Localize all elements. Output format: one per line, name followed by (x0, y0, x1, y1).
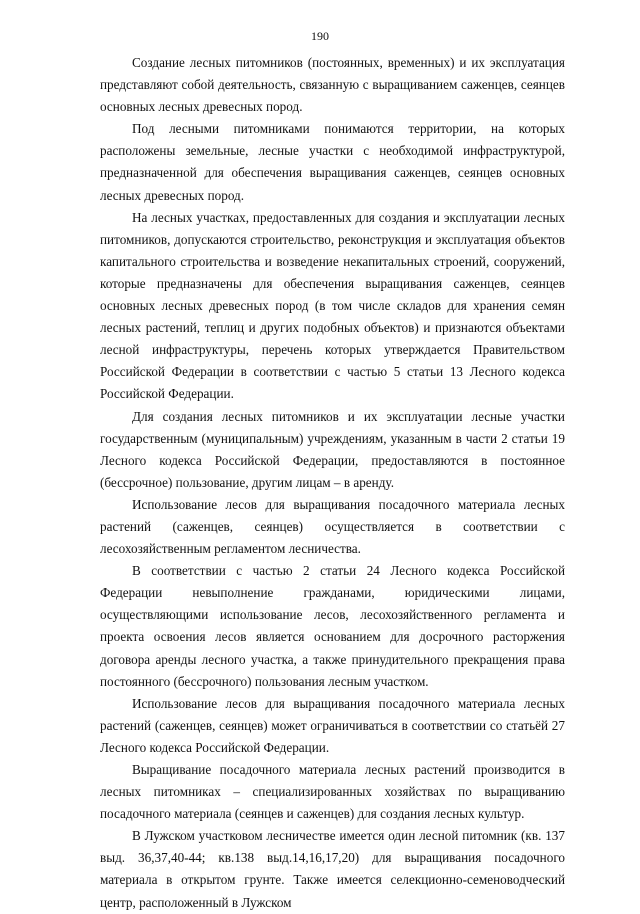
page-number: 190 (311, 29, 329, 43)
paragraph-nursery-creation: Создание лесных питомников (постоянных, временных) и их эксплуатация представляют собой деятельность, связанную с выращиванием саженцев, сеянцев основных лесных древесных пород. (100, 55, 565, 115)
paragraph-nursery-construction: На лесных участках, предоставленных для создания и эксплуатации лесных питомников, допускаются строительство, реконструкция и эксплуатация объектов капитального строительства и возведение некапитальных строений, сооружений, которые предназначены для обеспечения выращивания саженцев, сеянцев основных лесных древесных пород (в том числе складов для хранения семян лесных растений, теплиц и других подобных объектов) и признаются объектами лесной инфраструктуры, перечень которых утверждается Правительством Российской Федерации в соответствии с частью 5 статьи 13 Лесного кодекса Российской Федерации. (100, 209, 565, 402)
paragraph-forest-use: Использование лесов для выращивания посадочного материала лесных растений (саженцев, сеянцев) осуществляется в соответствии с лесохозяйственным регламентом лесничества. (100, 496, 565, 557)
body-text (100, 52, 565, 914)
paragraph-nursery-definition: Под лесными питомниками понимаются территории, на которых расположены земельные, лесные участки с необходимой инфраструктурой, предназначенной для обеспечения выращивания саженцев, сеянцев основных лесных древесных пород. (100, 121, 565, 203)
paragraph-use-restriction: Использование лесов для выращивания посадочного материала лесных растений (саженцев, сеянцев) может ограничиваться в соответствии со статьёй 27 Лесного кодекса Российской Федерации. (100, 695, 565, 755)
paragraph-contract-termination: В соответствии с частью 2 статьи 24 Лесного кодекса Российской Федерации невыполнение гражданами, юридическими лицами, осуществляющими использование лесов, лесохозяйственного регламента и проекта освоения лесов является основанием для досрочного расторжения договора аренды лесного участка, а также принудительного прекращения права постоянного (бессрочного) пользования лесным участком. (100, 563, 565, 689)
paragraph-planting-material: Выращивание посадочного материала лесных растений производится в лесных питомниках – специализированных хозяйствах по выращиванию посадочного материала (сеянцев и саженцев) для создания лесных культур. (100, 762, 565, 822)
paragraph-land-provision: Для создания лесных питомников и их эксплуатации лесные участки государственным (муниципальным) учреждениям, указанным в части 2 статьи 19 Лесного кодекса Российской Федерации, предоставляются в постоянное (бессрочное) пользование, другим лицам – в аренду. (100, 408, 565, 490)
paragraph-luga-nursery: В Лужском участковом лесничестве имеется один лесной питомник (кв. 137 выд. 36,37,40-44; кв.138 выд.14,16,17,20) для выращивания посадочного материала в открытом грунте. Также имеется селекционно-семеноводческий центр, расположенный в Лужском (100, 828, 565, 910)
